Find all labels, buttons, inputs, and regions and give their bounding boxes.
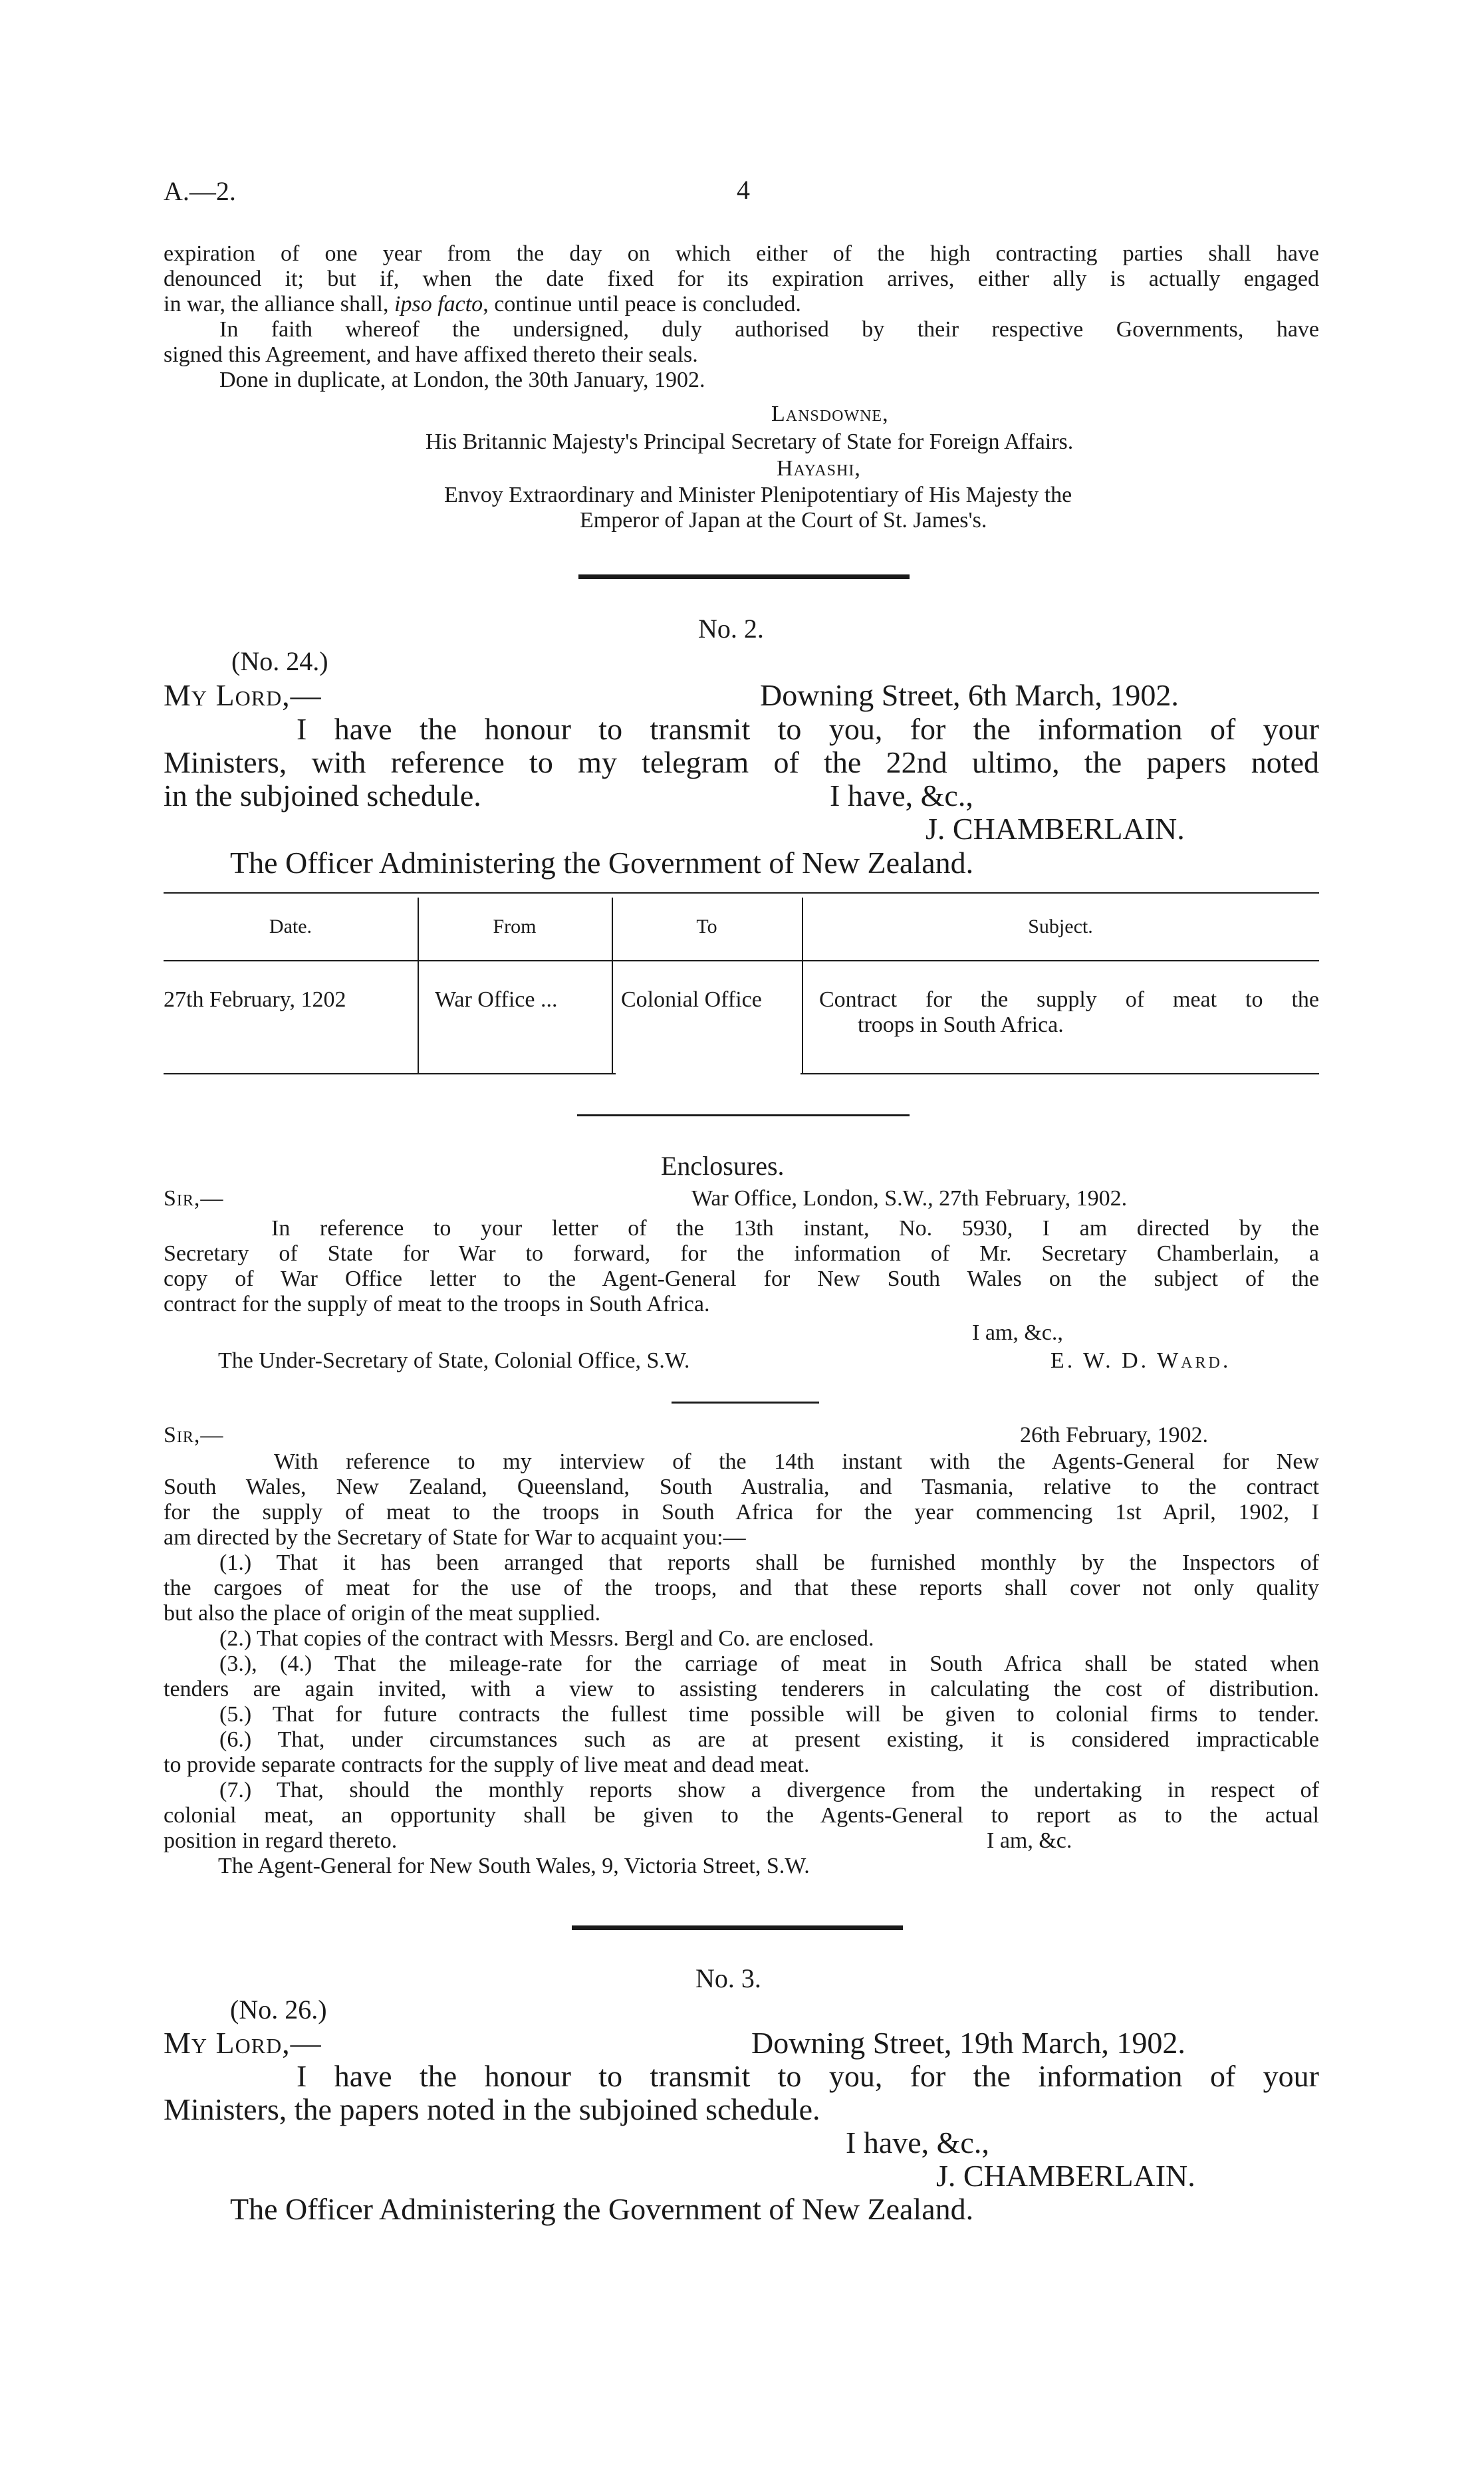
- letter-line: (5.) That for future contracts the fullest time possible will be given to colonial firms to tender.: [219, 1702, 1319, 1727]
- letter-line: position in regard thereto.: [164, 1828, 398, 1853]
- section-divider: [577, 1114, 910, 1116]
- signatory-name: Lansdowne,: [771, 402, 889, 426]
- table-header-to: To: [696, 916, 717, 937]
- body-line: Ministers, the papers noted in the subjoined schedule.: [164, 2092, 820, 2126]
- closing: I am, &c.: [987, 1828, 1072, 1853]
- italic-phrase: ipso facto: [394, 292, 483, 316]
- letter-line: (6.) That, under circumstances such as are at present existing, it is considered impracticable: [219, 1727, 1319, 1752]
- dateline: Downing Street, 6th March, 1902.: [760, 678, 1179, 712]
- letter-divider: [672, 1402, 819, 1404]
- signatory-title: Emperor of Japan at the Court of St. James's.: [580, 508, 987, 533]
- table-cell-subject: troops in South Africa.: [858, 1013, 1064, 1037]
- letter-line: but also the place of origin of the meat supplied.: [164, 1601, 601, 1626]
- body-line: in the subjoined schedule.: [164, 779, 481, 812]
- document-reference: A.—2.: [164, 176, 236, 206]
- addressee: The Officer Administering the Government of New Zealand.: [230, 846, 974, 880]
- section-divider: [578, 574, 910, 579]
- dateline: 26th February, 1902.: [1020, 1423, 1208, 1447]
- signatory-title: Envoy Extraordinary and Minister Plenipotentiary of His Majesty the: [444, 483, 1072, 507]
- page-number: 4: [737, 175, 750, 205]
- letter-line: (7.) That, should the monthly reports show a divergence from the undertaking in respect of: [219, 1778, 1319, 1802]
- addressee: The Under-Secretary of State, Colonial Office, S.W.: [218, 1348, 690, 1373]
- salutation: Sir,—: [164, 1423, 224, 1447]
- letter-line: (2.) That copies of the contract with Messrs. Bergl and Co. are enclosed.: [219, 1626, 874, 1651]
- enclosures-heading: Enclosures.: [661, 1151, 785, 1181]
- table-header-subject: Subject.: [1028, 916, 1093, 937]
- section-divider: [572, 1925, 903, 1930]
- letter-line: colonial meat, an opportunity shall be given to the Agents-General to report as to the actual: [164, 1803, 1319, 1828]
- letter-line: (1.) That it has been arranged that reports shall be furnished monthly by the Inspectors of: [219, 1550, 1319, 1575]
- table-header-from: From: [493, 916, 537, 937]
- signatory-name: Hayashi,: [777, 456, 861, 481]
- letter-line: tenders are again invited, with a view to assisting tenderers in calculating the cost of distribution.: [164, 1677, 1319, 1701]
- signature: E. W. D. Ward.: [1051, 1348, 1231, 1373]
- letter-line: contract for the supply of meat to the troops in South Africa.: [164, 1292, 710, 1316]
- signatory-title: His Britannic Majesty's Principal Secretary of State for Foreign Affairs.: [426, 430, 1074, 454]
- table-cell-to: Colonial Office: [621, 987, 762, 1012]
- letter-line: Secretary of State for War to forward, for the information of Mr. Secretary Chamberlain, a: [164, 1241, 1319, 1266]
- table-rule: [164, 892, 1319, 894]
- treaty-line: in war, the alliance shall, ipso facto, continue until peace is concluded.: [164, 292, 801, 316]
- section-heading: No. 2.: [698, 614, 764, 644]
- treaty-line: denounced it; but if, when the date fixed for its expiration arrives, either ally is actually engaged: [164, 267, 1319, 291]
- table-rule: [801, 1073, 1319, 1074]
- despatch-ref: (No. 26.): [230, 1995, 327, 2025]
- treaty-line: Done in duplicate, at London, the 30th January, 1902.: [219, 368, 705, 392]
- salutation: My Lord,—: [164, 678, 322, 712]
- letter-line: am directed by the Secretary of State for War to acquaint you:—: [164, 1525, 746, 1550]
- body-line: Ministers, with reference to my telegram of the 22nd ultimo, the papers noted: [164, 745, 1319, 779]
- letter-line: With reference to my interview of the 14th instant with the Agents-General for New: [274, 1449, 1319, 1474]
- despatch-ref: (No. 24.): [231, 646, 328, 676]
- treaty-line: expiration of one year from the day on which either of the high contracting parties shall have: [164, 241, 1319, 266]
- letter-line: to provide separate contracts for the supply of live meat and dead meat.: [164, 1753, 810, 1777]
- letter-line: copy of War Office letter to the Agent-General for New South Wales on the subject of the: [164, 1267, 1319, 1291]
- salutation: Sir,—: [164, 1186, 224, 1211]
- table-cell-from: War Office ...: [435, 987, 558, 1012]
- letter-line: the cargoes of meat for the use of the troops, and that these reports shall cover not only quality: [164, 1576, 1319, 1600]
- salutation: My Lord,—: [164, 2026, 322, 2060]
- table-cell-subject: Contract for the supply of meat to the: [819, 987, 1319, 1012]
- closing: I have, &c.,: [846, 2126, 989, 2159]
- addressee: The Agent-General for New South Wales, 9, Victoria Street, S.W.: [218, 1854, 810, 1878]
- addressee: The Officer Administering the Government of New Zealand.: [230, 2192, 974, 2226]
- table-header-date: Date.: [269, 916, 312, 937]
- treaty-line: signed this Agreement, and have affixed thereto their seals.: [164, 342, 698, 367]
- letter-line: South Wales, New Zealand, Queensland, South Australia, and Tasmania, relative to the contract: [164, 1475, 1319, 1499]
- letter-line: for the supply of meat to the troops in South Africa for the year commencing 1st April, 1902, I: [164, 1500, 1319, 1525]
- dateline: War Office, London, S.W., 27th February, 1902.: [691, 1186, 1128, 1211]
- closing: I am, &c.,: [972, 1320, 1063, 1345]
- body-line: I have the honour to transmit to you, for the information of your: [297, 712, 1319, 746]
- table-rule: [164, 960, 1319, 961]
- section-heading: No. 3.: [695, 1963, 761, 1993]
- dateline: Downing Street, 19th March, 1902.: [751, 2026, 1185, 2060]
- table-rule: [164, 1073, 616, 1074]
- letter-line: (3.), (4.) That the mileage-rate for the carriage of meat in South Africa shall be stated when: [219, 1652, 1319, 1676]
- signature: J. CHAMBERLAIN.: [936, 2159, 1195, 2193]
- body-line: I have the honour to transmit to you, for the information of your: [297, 2059, 1319, 2093]
- treaty-line: In faith whereof the undersigned, duly authorised by their respective Governments, have: [219, 317, 1319, 342]
- closing: I have, &c.,: [830, 779, 973, 812]
- signature: J. CHAMBERLAIN.: [926, 812, 1185, 846]
- letter-line: In reference to your letter of the 13th instant, No. 5930, I am directed by the: [271, 1216, 1319, 1241]
- table-cell-date: 27th February, 1202: [164, 987, 346, 1012]
